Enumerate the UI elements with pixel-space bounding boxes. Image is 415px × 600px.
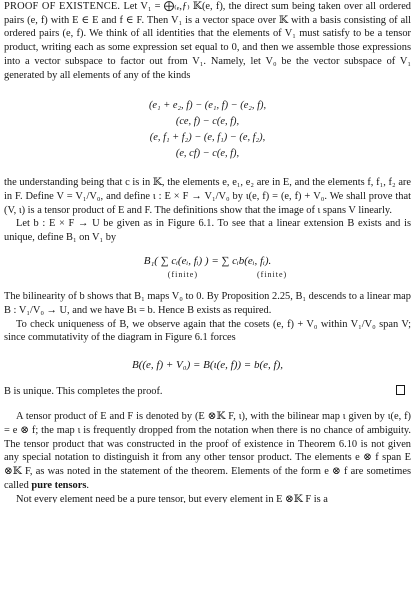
proof-conclusion: B is unique. This completes the proof.	[4, 385, 163, 397]
relation-line: (ce, f) − c(e, f),	[175, 116, 240, 128]
proof-paragraph-4: The bilinearity of b shows that B₁ maps V₀ to 0. By Proposition 2.25, B₁ descends to a linear map B : V₁/V₀ → U, and we have Bι = b. Hence B exists as required.	[4, 291, 411, 316]
proof-paragraph-6	[4, 385, 411, 399]
pure-tensors-term: pure tensors	[31, 479, 87, 491]
finite-label-right: (finite)	[257, 270, 288, 280]
relation-line: (e, f₁ + f₂) − (e, f₁) − (e, f₂),	[149, 132, 266, 144]
proof-paragraph-3: Let b : E × F → U be given as in Figure 6.1. To see that a linear extension B exists and is unique, define B₁ on V₁ by	[4, 218, 411, 244]
relation-line: (e, cf) − c(e, f),	[175, 148, 240, 160]
finite-labels	[44, 268, 411, 282]
formula-b2: B((e, f) + V₀) = B(ι(e, f)) = b(e, f),	[131, 358, 283, 371]
finite-label-left: (finite)	[167, 270, 198, 280]
proof-heading: PROOF OF EXISTENCE.	[4, 1, 121, 12]
definition-text: A tensor product of E and F is denoted by (E ⊗𝕂 F, ι), with the bilinear map ι given by ι(e, f) = e ⊗ f; the map ι is frequently dropped from the notation when there is no chance of ambiguity. The tensor product that was constructed in the proof of existence in Theorem 6.10 is not given any special notation to distinguish it from any other tensor product. The elements e ⊗ f span E ⊗𝕂 F, as was noted in the statement of the theorem. Elements of the form e ⊗ f are sometimes called	[4, 411, 411, 491]
proof-paragraph-1	[4, 0, 411, 82]
formula-b1: B₁( ∑ cᵢ(eᵢ, fᵢ) ) = ∑ cᵢb(eᵢ, fᵢ).	[143, 254, 272, 267]
proof-paragraph-5: To check uniqueness of B, we observe again that the cosets (e, f) + V₀ within V₁/V₀ span V; since commutativity of the diagram in Figure 6.1 forces	[4, 318, 411, 344]
definition-paragraph: A tensor product of E and F is denoted by (E ⊗𝕂 F, ι), with the bilinear map ι given by ι(e, f) = e ⊗ f; the map ι is frequently dropped from the notation when there is no chance of ambiguity. The tensor product that was constructed in the proof of existence in Theorem 6.10 is not given any special notation to distinguish it from any other tensor product. The elements e ⊗ f span E ⊗𝕂 F, as was noted in the statement of the theorem. Elements of the form e ⊗ f are sometimes called pure tensors.	[4, 411, 411, 491]
relations-display	[4, 98, 411, 162]
cut-off-paragraph: Not every element need be a pure tensor, but every element in E ⊗𝕂 F is a	[16, 493, 328, 503]
relation-line: (e₁ + e₂, f) − (e₁, f) − (e₂, f),	[148, 100, 267, 112]
proof-paragraph-2: the understanding being that c is in 𝕂, the elements e, e₁, e₂ are in E, and the elements f, f₁, f₂ are in F. Define V = V₁/V₀, and define ι : E × F → V₁/V₀ by ι(e, f) = (e, f) + V₀. We shall prove that (V, ι) is a tensor product of E and F. The definitions show that the image of ι spans V linearly.	[4, 177, 411, 216]
proof-text-1: Let V₁ = ⨁₍ₑ,ƒ₎ 𝕂(e, f), the direct sum being taken over all ordered pairs (e, f) with E ∈ E and f ∈ F. Then V₁ is a vector space over 𝕂 with a basis consisting of all ordered pairs (e, f). We think of all identities that the elements of V₁ must satisfy to be a tensor product, writing each as some expression set equal to 0, and then we assemble those expressions into a vector subspace to factor out from V₁. Namely, let V₀ be the vector subspace of V₁ generated by all elements of any of the kinds	[4, 1, 412, 81]
cut-off-line-container	[4, 493, 411, 503]
qed-box-icon	[396, 385, 405, 395]
page	[4, 0, 411, 503]
